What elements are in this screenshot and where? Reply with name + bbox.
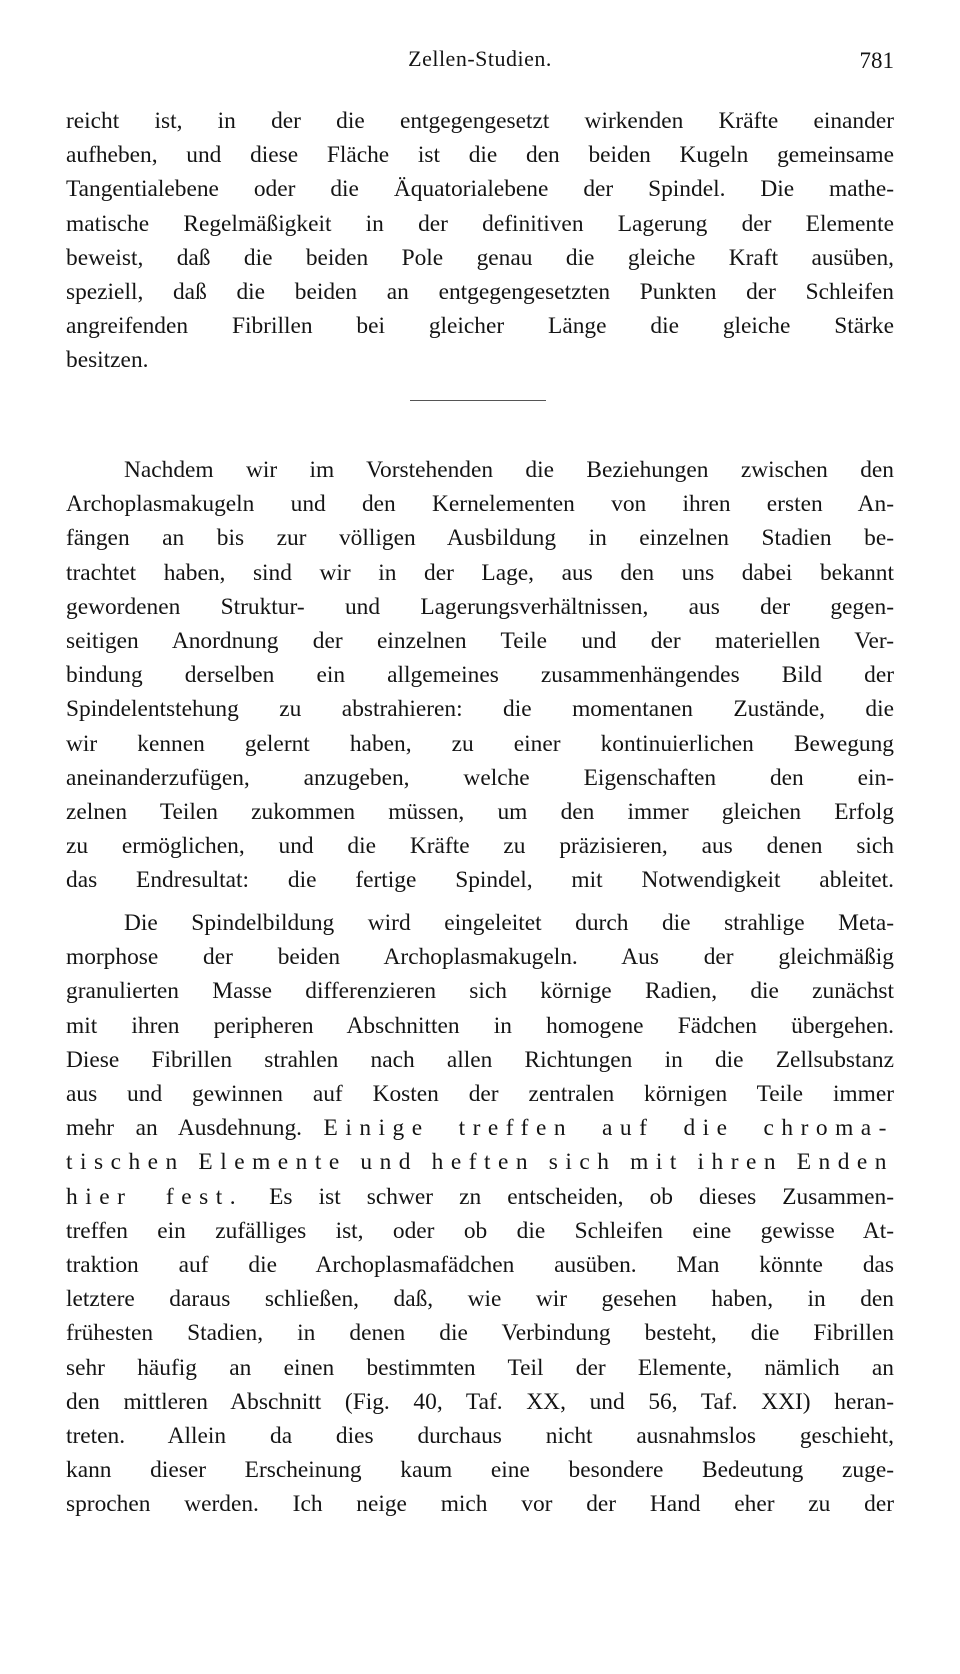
text-line: morphose der beiden Archoplasmakugeln. Aus der gleichmäßig (66, 944, 894, 971)
text-line: fängen an bis zur völligen Ausbildung in einzelnen Stadien be- (66, 525, 894, 552)
text-line: besitzen. (66, 347, 149, 374)
text-line: den mittleren Abschnitt (Fig. 40, Taf. XX, und 56, Taf. XXI) heran- (66, 1388, 894, 1415)
text-line: frühesten Stadien, in denen die Verbindung besteht, die Fibrillen (66, 1320, 894, 1347)
section-divider (410, 400, 546, 401)
text-line: das Endresultat: die fertige Spindel, mit Notwendigkeit ableitet. (66, 867, 894, 894)
page-number: 781 (859, 48, 894, 73)
paragraph-2 (66, 453, 894, 898)
text-line: aufheben, und diese Fläche ist die den beiden Kugeln gemeinsame (66, 142, 894, 169)
text-line (66, 1180, 894, 1214)
text-line: Spindelentstehung zu abstrahieren: die momentanen Zustände, die (66, 696, 894, 723)
text-line: mit ihren peripheren Abschnitten in homogene Fädchen übergehen. (66, 1012, 894, 1039)
text-line: reicht ist, in der die entgegengesetzt wirkenden Kräfte einander (66, 108, 894, 134)
text-line (66, 1111, 894, 1145)
text-line: speziell, daß die beiden an entgegengesetzten Punkten der Schleifen (66, 279, 894, 306)
paragraph-3 (66, 906, 894, 1522)
text-line: sehr häufig an einen bestimmten Teil der Elemente, nämlich an (66, 1354, 894, 1381)
text-line: treten. Allein da dies durchaus nicht ausnahmslos geschieht, (66, 1423, 894, 1450)
text-line: zelnen Teilen zukommen müssen, um den immer gleichen Erfolg (66, 799, 894, 826)
text-line: gewordenen Struktur- und Lagerungsverhältnissen, aus der gegen- (66, 593, 894, 620)
text-line: seitigen Anordnung der einzelnen Teile und der materiellen Ver- (66, 628, 894, 655)
text-line: Archoplasmakugeln und den Kernelementen von ihren ersten An- (66, 491, 894, 518)
text-plain: Es ist schwer zn entscheiden, ob dieses Zusammen- (269, 1183, 894, 1210)
text-line: beweist, daß die beiden Pole genau die gleiche Kraft ausüben, (66, 244, 894, 271)
text-spaced-emphasis: Einige treffen auf die chroma- (323, 1115, 894, 1142)
text-line: matische Regelmäßigkeit in der definitiven Lagerung der Elemente (66, 210, 894, 237)
text-spaced-emphasis: tischen Elemente und heften sich mit ihren Enden (66, 1149, 894, 1176)
text-line: Diese Fibrillen strahlen nach allen Richtungen in die Zellsubstanz (66, 1046, 894, 1073)
text-line: granulierten Masse differenzieren sich körnige Radien, die zunächst (66, 978, 894, 1005)
text-line: aus und gewinnen auf Kosten der zentralen körnigen Teile immer (66, 1081, 894, 1108)
text-line: Tangentialebene oder die Äquatorialebene der Spindel. Die mathe- (66, 176, 894, 203)
text-line: Die Spindelbildung wird eingeleitet durch die strahlige Meta- (124, 910, 894, 936)
text-line: treffen ein zufälliges ist, oder ob die Schleifen eine gewisse At- (66, 1217, 894, 1244)
text-line: letztere daraus schließen, daß, wie wir gesehen haben, in den (66, 1286, 894, 1313)
text-line: wir kennen gelernt haben, zu einer kontinuierlichen Bewegung (66, 730, 894, 757)
text-line: zu ermöglichen, und die Kräfte zu präzisieren, aus denen sich (66, 833, 894, 860)
text-line: trachtet haben, sind wir in der Lage, aus den uns dabei bekannt (66, 559, 894, 586)
text-line: sprochen werden. Ich neige mich vor der Hand eher zu der (66, 1491, 894, 1518)
text-line: Nachdem wir im Vorstehenden die Beziehungen zwischen den (124, 457, 894, 483)
text-plain: mehr an Ausdehnung. (66, 1115, 302, 1142)
text-line: bindung derselben ein allgemeines zusammenhängendes Bild der (66, 662, 894, 689)
text-line: traktion auf die Archoplasmafädchen ausüben. Man könnte das (66, 1252, 894, 1279)
running-title: Zellen-Studien. (408, 46, 552, 71)
text-line: angreifenden Fibrillen bei gleicher Länge die gleiche Stärke (66, 313, 894, 340)
text-line: aneinanderzufügen, anzugeben, welche Eigenschaften den ein- (66, 764, 894, 791)
text-line: kann dieser Erscheinung kaum eine besondere Bedeutung zuge- (66, 1457, 894, 1484)
page-header (66, 46, 894, 82)
text-spaced-emphasis: hier fest. (66, 1183, 244, 1210)
paragraph-1 (66, 104, 894, 378)
